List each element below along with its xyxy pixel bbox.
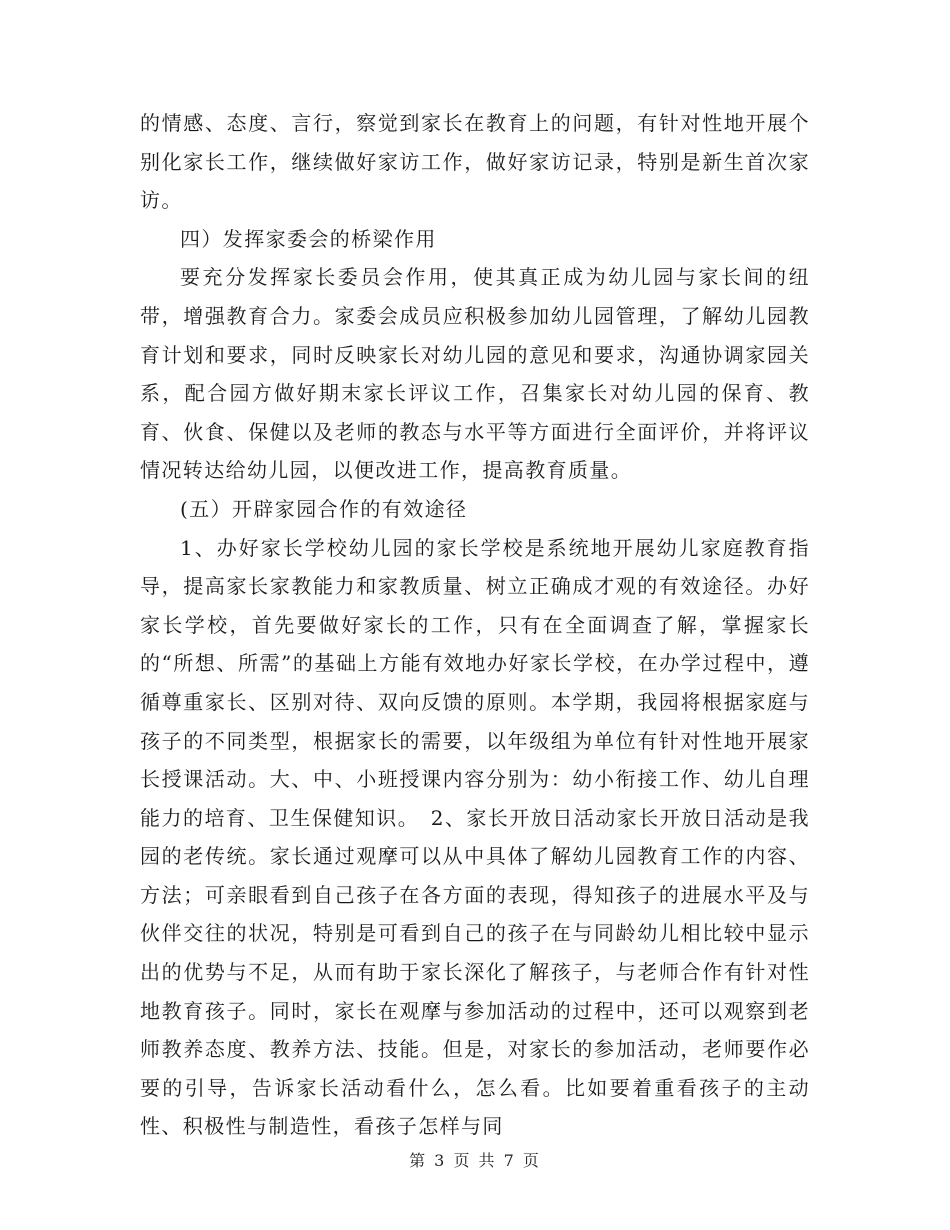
section-heading-5: (五）开辟家园合作的有效途径 [180,496,468,521]
paragraph-parent-school: 1、办好家长学校幼儿园的家长学校是系统地开展幼儿家庭教育指导，提高家长家教能力和家教质量、树立正确成才观的有效途径。办好家长学校，首先要做好家长的工作，只有在全面调查了解，掌握家长的“所想、所需”的基础上方能有效地办好家长学校，在办学过程中，遵循尊重家长、区别对待、双向反馈的原则。本学期，我园将根据家庭与孩子的不同类型，根据家长的需要，以年级组为单位有针对性地开展家长授课活动。大、中、小班授课内容分别为：幼小衔接工作、幼儿自理能力的培育、卫生保健知识。 2、家长开放日活动家长开放日活动是我园的老传统。家长通过观摩可以从中具体了解幼儿园教育工作的内容、方法；可亲眼看到自己孩子在各方面的表现，得知孩子的进展水平及与伙伴交往的状况，特别是可看到自己的孩子在与同龄幼儿相比较中显示出的优势与不足，从而有助于家长深化了解孩子，与老师合作有针对性地教育孩子。同时，家长在观摩与参加活动的过程中，还可以观察到老师教养态度、教养方法、技能。但是，对家长的参加活动，老师要作必要的引导，告诉家长活动看什么，怎么看。比如要着重看孩子的主动性、积极性与制造性，看孩子怎样与同 [140,535,810,1139]
paragraph-parent-committee: 要充分发挥家长委员会作用，使其真正成为幼儿园与家长间的纽带，增强教育合力。家委会成员应积极参加幼儿园管理，了解幼儿园教育计划和要求，同时反映家长对幼儿园的意见和要求，沟通协调家园关系，配合园方做好期末家长评议工作，召集家长对幼儿园的保育、教育、伙食、保健以及老师的教态与水平等方面进行全面评价，并将评议情况转达给幼儿园，以便改进工作，提高教育质量。 [140,265,810,483]
paragraph-continued: 的情感、态度、言行，察觉到家长在教育上的问题，有针对性地开展个别化家长工作，继续做好家访工作，做好家访记录，特别是新生首次家访。 [140,111,810,213]
page-number-footer: 第 3 页 共 7 页 [409,1151,541,1170]
document-body [140,104,810,1146]
section-heading-4: 四）发挥家委会的桥梁作用 [180,226,437,251]
